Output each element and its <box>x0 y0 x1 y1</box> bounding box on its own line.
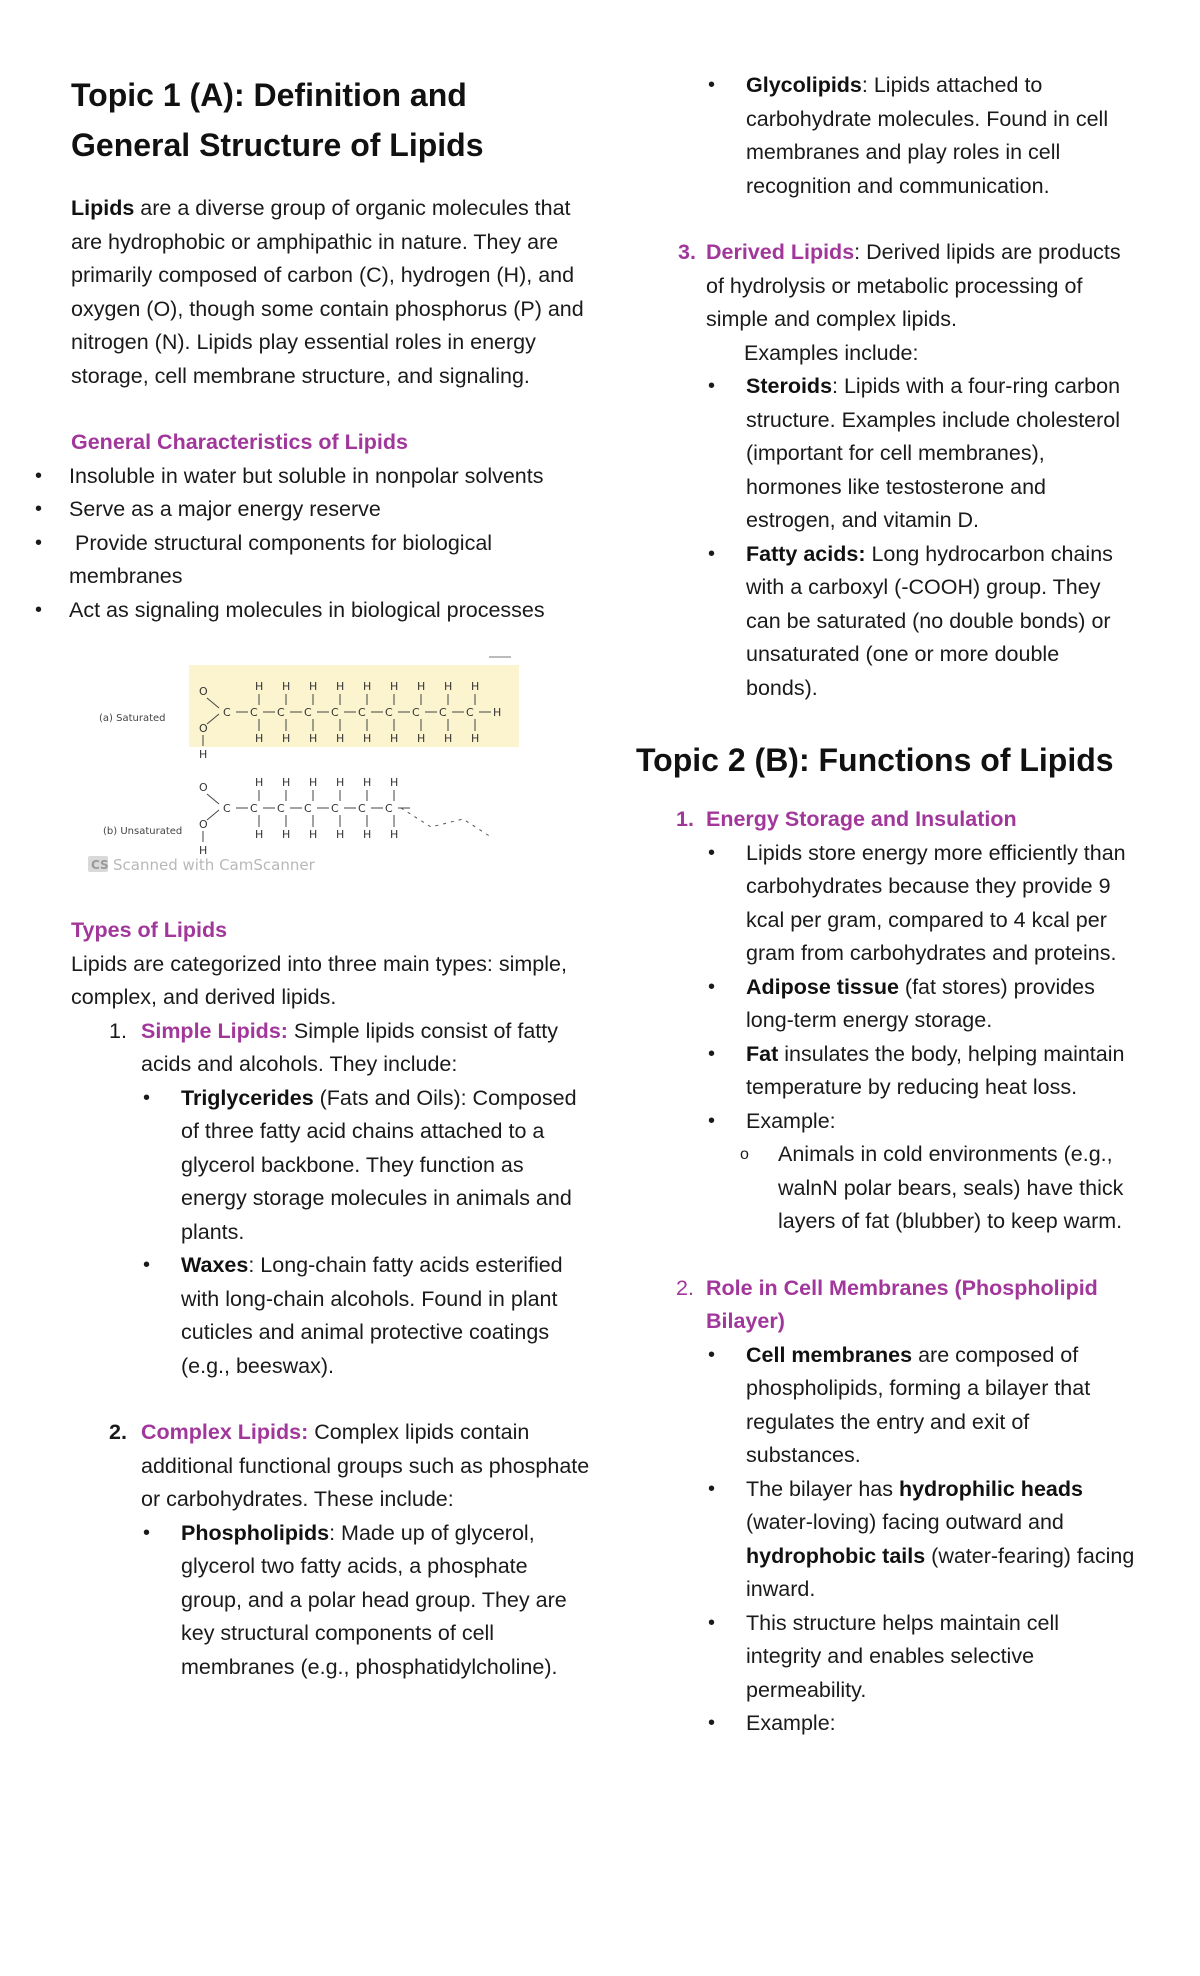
glycolipids-term: Glycolipids <box>746 73 862 97</box>
cell-membranes-title: Role in Cell Membranes (Phospholipid Bilayer) <box>706 1275 1098 1333</box>
list-item <box>706 1038 1136 1105</box>
structure-glyph: H <box>390 828 399 841</box>
structure-glyph: H <box>282 776 291 789</box>
complex-lipids-list <box>141 1517 591 1685</box>
energy-storage-item <box>636 803 1136 837</box>
structure-glyph: C <box>223 706 231 719</box>
structure-glyph: H <box>363 680 372 693</box>
list-item <box>706 69 1136 203</box>
derived-lipids-title: Derived Lipids <box>706 240 855 264</box>
structure-glyph: C <box>304 706 312 719</box>
list-item <box>706 538 1136 706</box>
simple-lipids-text: Simple lipids consist of fatty acids and alcohols. They include: <box>141 1018 558 1076</box>
structure-glyph: H <box>363 732 372 745</box>
structure-glyph: H <box>282 828 291 841</box>
complex-lipids-text: Complex lipids contain additional functional groups such as phosphate or carbohydrates. These include: <box>141 1420 590 1511</box>
structure-glyph: C <box>358 802 366 815</box>
list-item <box>706 1105 1136 1239</box>
list-item <box>141 1082 591 1250</box>
cell-membranes-item <box>636 1272 1136 1339</box>
simple-lipids-number: 1. <box>109 1018 127 1043</box>
energy-storage-number: 1. <box>676 807 694 831</box>
waxes-text: : Long-chain fatty acids esterified with long-chain alcohols. Found in plant cuticles and animal protective coatings (e.g., beeswax). <box>181 1253 563 1378</box>
list-item: • Serve as a major energy reserve <box>0 493 591 527</box>
structure-glyph: O <box>199 781 208 794</box>
adipose-term: Adipose tissue <box>746 974 899 999</box>
triglycerides-text: (Fats and Oils): Composed of three fatty acid chains attached to a glycerol backbone. They function as energy storage molecules in animals and plants. <box>181 1085 577 1244</box>
glycolipids-text: : Lipids attached to carbohydrate molecules. Found in cell membranes and play roles in cell recognition and communication. <box>746 73 1109 198</box>
list-item <box>706 370 1136 538</box>
bilayer-text-pre: The bilayer has <box>746 1476 899 1501</box>
structure-glyph: C <box>277 706 285 719</box>
simple-lipids-title: Simple Lipids: <box>141 1018 288 1043</box>
structure-glyph: H <box>390 776 399 789</box>
structure-glyph: C <box>277 802 285 815</box>
structure-glyph: O <box>199 818 208 831</box>
list-item <box>706 1473 1136 1607</box>
structure-glyph: C <box>250 802 258 815</box>
structure-glyph: H <box>309 776 318 789</box>
complex-lipids-title: Complex Lipids: <box>141 1420 309 1444</box>
list-item: • Provide structural components for biological membranes <box>0 527 591 594</box>
structure-glyph: H <box>199 748 208 761</box>
structure-glyph: H <box>493 706 502 719</box>
waxes-term: Waxes <box>181 1253 249 1277</box>
structure-glyph: H <box>336 680 345 693</box>
cell-membranes-number: 2. <box>676 1275 694 1300</box>
structure-glyph: H <box>255 776 264 789</box>
left-column <box>71 0 591 1684</box>
derived-lipids-list <box>706 370 1136 705</box>
example-sublist <box>706 1138 1136 1239</box>
list-item <box>706 1339 1136 1473</box>
list-item <box>706 971 1136 1038</box>
bilayer-text-mid: (water-loving) facing outward and <box>746 1510 1064 1534</box>
steroids-text: : Lipids with a four-ring carbon structure. Examples include cholesterol (important for cell membranes), hormones like testosterone and estrogen, and vitamin D. <box>746 374 1121 532</box>
list-item: • Example: <box>706 1707 1136 1741</box>
complex-lipids-item <box>71 1416 591 1684</box>
structure-glyph: C <box>466 706 474 719</box>
bilayer-text-post: (water-fearing) facing inward. <box>746 1543 1135 1601</box>
structure-glyph: C <box>439 706 447 719</box>
page-title: Topic 1 (A): Definition and General Structure of Lipids <box>71 77 484 163</box>
fatty-acids-text: Long hydrocarbon chains with a carboxyl (-COOH) group. They can be saturated (no double bonds) or unsaturated (one or more double bonds). <box>746 541 1113 700</box>
cell-membranes-term: Cell membranes <box>746 1342 913 1367</box>
derived-lipids-text: : Derived lipids are products of hydrolysis or metabolic processing of simple and complex lipids. <box>706 240 1121 331</box>
structure-glyph: H <box>255 828 264 841</box>
structure-glyph: H <box>255 732 264 745</box>
structure-glyph: C <box>331 802 339 815</box>
simple-lipids-item <box>71 1015 591 1384</box>
simple-lipids-list <box>141 1082 591 1384</box>
structure-glyph: C <box>331 706 339 719</box>
derived-lipids-number: 3. <box>678 240 696 264</box>
structure-glyph: C <box>358 706 366 719</box>
complex-lipids-number: 2. <box>109 1420 127 1444</box>
right-column <box>636 0 1136 1741</box>
intro-paragraph <box>71 192 591 393</box>
structure-glyph: H <box>417 680 426 693</box>
list-item: o Animals in cold environments (e.g., walnN polar bears, seals) have thick layers of fat (blubber) to keep warm. <box>706 1138 1136 1239</box>
structure-glyph: H <box>444 680 453 693</box>
phospholipids-text: : Made up of glycerol, glycerol two fatty acids, a phosphate group, and a polar head group. They are key structural components of cell membranes (e.g., phosphatidylcholine). <box>181 1520 567 1679</box>
steroids-term: Steroids <box>746 374 833 398</box>
derived-lipids-item <box>636 236 1136 337</box>
label-saturated: (a) Saturated <box>99 713 166 724</box>
fatty-acids-term: Fatty acids: <box>746 541 866 566</box>
camscanner-badge-text: CS <box>91 858 109 872</box>
structure-glyph: H <box>390 680 399 693</box>
structure-glyph: C <box>385 706 393 719</box>
types-intro: Lipids are categorized into three main types: simple, complex, and derived lipids. <box>71 951 567 1009</box>
structure-glyph: H <box>471 680 480 693</box>
cell-membranes-list <box>706 1339 1136 1741</box>
structure-glyph: H <box>309 828 318 841</box>
intro-text: are a diverse group of organic molecules that are hydrophobic or amphipathic in nature. They are primarily composed of carbon (C), hydrogen (H), and oxygen (O), though some contain phosphorus (P) and nitrogen (N). Lipids play essential roles in energy storage, cell membrane structure, and signaling. <box>71 196 584 388</box>
structure-glyph: H <box>390 732 399 745</box>
structure-glyph: H <box>309 680 318 693</box>
characteristics-list <box>0 460 591 628</box>
structure-glyph: H <box>444 732 453 745</box>
label-unsaturated: (b) Unsaturated <box>103 826 183 837</box>
structure-glyph: H <box>336 776 345 789</box>
structure-glyph: H <box>282 680 291 693</box>
cell-membranes-text: are composed of phospholipids, forming a bilayer that regulates the entry and exit of substances. <box>746 1342 1091 1467</box>
structure-glyph: H <box>471 732 480 745</box>
structure-glyph: C <box>412 706 420 719</box>
list-item <box>141 1249 591 1383</box>
structure-glyph: H <box>363 828 372 841</box>
triglycerides-term: Triglycerides <box>181 1085 314 1110</box>
list-item: • Act as signaling molecules in biological processes <box>0 594 591 628</box>
list-item: • Lipids store energy more efficiently than carbohydrates because they provide 9 kcal per gram, compared to 4 kcal per gram from carbohydrates and proteins. <box>706 837 1136 971</box>
characteristics-heading: General Characteristics of Lipids <box>71 430 408 454</box>
fat-text: insulates the body, helping maintain temperature by reducing heat loss. <box>746 1041 1125 1099</box>
structure-glyph: H <box>199 844 208 857</box>
list-item: • Insoluble in water but soluble in nonpolar solvents <box>0 460 591 494</box>
structure-glyph: H <box>363 776 372 789</box>
list-item <box>141 1517 591 1685</box>
derived-examples-intro: Examples include: <box>744 340 919 365</box>
structure-glyph: H <box>282 732 291 745</box>
structure-glyph: H <box>336 732 345 745</box>
glycolipids-list <box>706 69 1136 203</box>
fatty-acid-figure <box>71 651 552 885</box>
list-item: • This structure helps maintain cell integrity and enables selective permeability. <box>706 1607 1136 1708</box>
adipose-text: (fat stores) provides long-term energy storage. <box>746 974 1095 1032</box>
energy-storage-list <box>706 837 1136 1239</box>
structure-glyph: H <box>255 680 264 693</box>
structure-glyph: C <box>385 802 393 815</box>
structure-glyph: H <box>336 828 345 841</box>
fat-term: Fat <box>746 1041 779 1066</box>
topic2-title: Topic 2 (B): Functions of Lipids <box>636 742 1114 778</box>
hydrophobic-term: hydrophobic tails <box>746 1543 926 1568</box>
structure-glyph: H <box>309 732 318 745</box>
types-heading: Types of Lipids <box>71 918 228 942</box>
energy-storage-title: Energy Storage and Insulation <box>706 807 1017 831</box>
fatty-acid-structure-diagram <box>71 651 552 885</box>
camscanner-watermark: Scanned with CamScanner <box>113 856 315 874</box>
structure-glyph: C <box>250 706 258 719</box>
structure-glyph: H <box>417 732 426 745</box>
phospholipids-term: Phospholipids <box>181 1520 330 1545</box>
hydrophilic-term: hydrophilic heads <box>898 1476 1083 1501</box>
intro-bold: Lipids <box>71 196 135 220</box>
structure-glyph: O <box>199 685 208 698</box>
example-label: Example: <box>746 1108 836 1133</box>
structure-glyph: C <box>223 802 231 815</box>
structure-glyph: C <box>304 802 312 815</box>
structure-glyph: O <box>199 722 208 735</box>
